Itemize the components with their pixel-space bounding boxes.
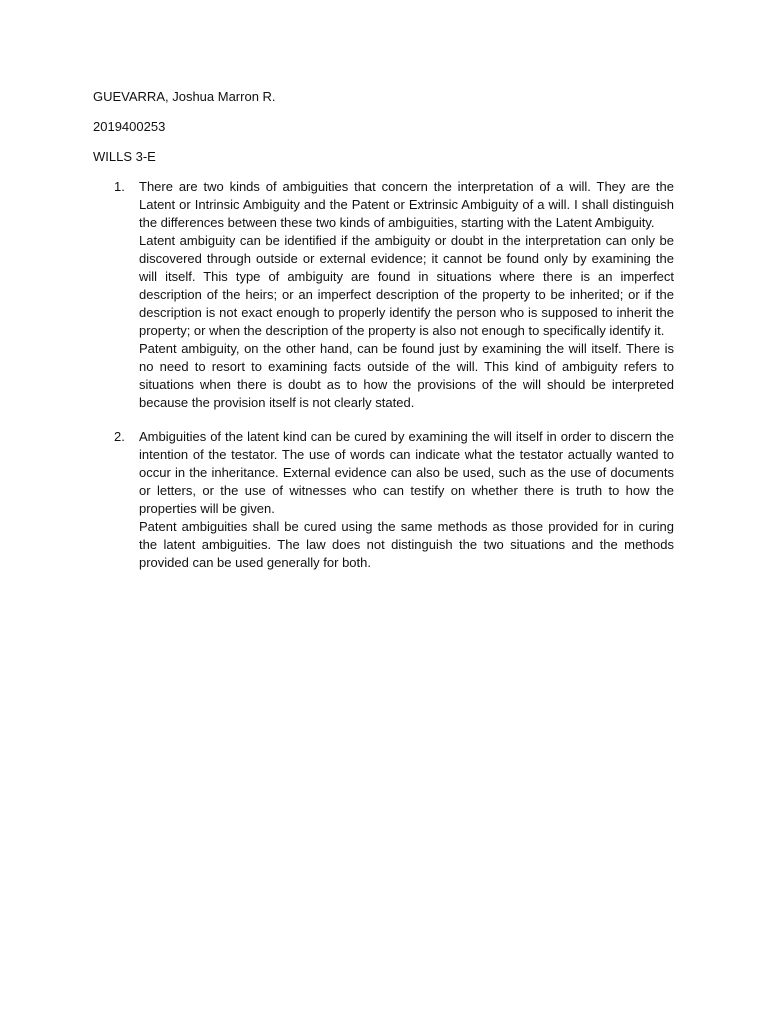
answer-paragraph: Ambiguities of the latent kind can be cured by examining the will itself in order to discern the intention of the testator. The use of words can indicate what the testator actually wanted to occur in the inheritance. External evidence can also be used, such as the use of documents or letters, or the use of witnesses who can testify on whether there is truth to how the properties will be given.	[139, 429, 674, 516]
student-number: 2019400253	[93, 119, 166, 134]
answer-item-1	[114, 178, 674, 412]
answer-number: 1.	[114, 179, 125, 194]
student-name: GUEVARRA, Joshua Marron R.	[93, 89, 276, 104]
answer-paragraph: There are two kinds of ambiguities that concern the interpretation of a will. They are the Latent or Intrinsic Ambiguity and the Patent or Extrinsic Ambiguity of a will. I shall distinguish the differences between these two kinds of ambiguities, starting with the Latent Ambiguity.	[139, 179, 674, 230]
answer-item-2	[114, 428, 674, 572]
course-section: WILLS 3-E	[93, 149, 156, 164]
answer-paragraph: Patent ambiguities shall be cured using the same methods as those provided for in curing the latent ambiguities. The law does not distinguish the two situations and the methods provided can be used generally for both.	[139, 519, 674, 570]
answer-number: 2.	[114, 429, 125, 444]
answer-paragraph: Latent ambiguity can be identified if the ambiguity or doubt in the interpretation can only be discovered through outside or external evidence; it cannot be found only by examining the will itself. This type of ambiguity are found in situations where there is an imperfect description of the heirs; or an imperfect description of the property to be inherited; or if the description is not exact enough to properly identify the person who is supposed to inherit the property; or when the description of the property is also not enough to specifically identify it.	[139, 233, 674, 338]
answer-paragraph: Patent ambiguity, on the other hand, can be found just by examining the will itself. There is no need to resort to examining facts outside of the will. This kind of ambiguity refers to situations when there is doubt as to how the provisions of the will should be interpreted because the provision itself is not clearly stated.	[139, 341, 674, 410]
answer-list	[114, 178, 674, 572]
